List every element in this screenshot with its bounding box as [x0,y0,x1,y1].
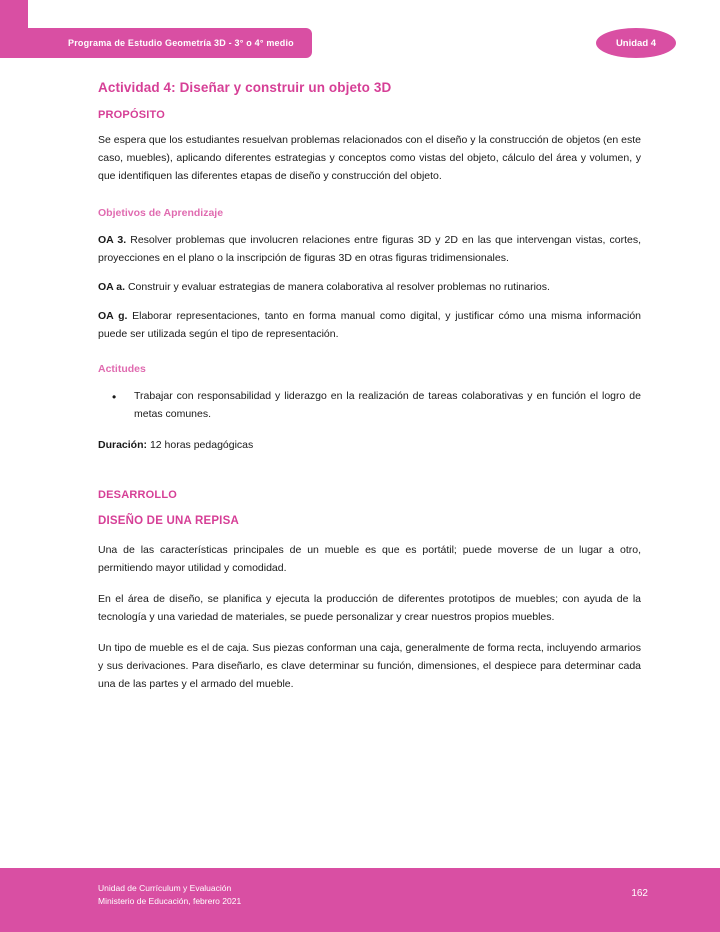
spacer [98,455,641,489]
purpose-text: Se espera que los estudiantes resuelvan problemas relacionados con el diseño y la construcción de objetos (en este caso, muebles), aplicando diferentes estrategias y conceptos como vistas del objeto, cálculo del área y volumen, y que identifiquen las diferentes etapas de diseño y construcción del objeto. [98,134,641,183]
spacer [98,354,641,363]
learning-objectives-heading: Objetivos de Aprendizaje [98,207,224,220]
development-heading: DESARROLLO [98,488,177,501]
page-header [0,28,720,66]
design-subheading: DISEÑO DE UNA REPISA [98,514,239,527]
unit-badge: Unidad 4 [596,28,676,58]
development-paragraph: En el área de diseño, se planifica y ejecuta la producción de diferentes prototipos de muebles; con ayuda de la tecnología y una variedad de materiales, se puede personalizar y crear nuestros propios muebles. [98,592,641,623]
attitudes-list [98,387,641,423]
page-left-band-inner [0,28,28,868]
duration-label: Duración: [98,439,148,452]
footer-line-1: Unidad de Currículum y Evaluación [98,883,232,893]
oa-code: OA g. [98,310,128,323]
page-number: 162 [631,888,648,899]
development-paragraph: Un tipo de mueble es el de caja. Sus piezas conforman una caja, generalmente de forma recta, incluyendo armarios y sus derivaciones. Para diseñarlo, es clave determinar su función, dimensiones, el despiece para determinar cada una de las partes y el armado del mueble. [98,641,641,690]
page-left-band [0,0,28,932]
page-content [98,80,641,706]
footer-line-2: Ministerio de Educación, febrero 2021 [98,895,242,906]
page-footer [0,868,720,932]
development-paragraph: Una de las características principales de un mueble es que es portátil; puede moverse de un lugar a otro, permitiendo mayor utilidad y comodidad. [98,543,641,574]
learning-objective-item [98,231,641,267]
learning-objective-item [98,307,641,343]
oa-text: Elaborar representaciones, tanto en forma manual como digital, y justificar cómo una misma información puede ser utilizada según el tipo de representación. [98,310,642,341]
spacer [98,198,641,207]
attitudes-heading: Actitudes [98,363,146,376]
purpose-heading: PROPÓSITO [98,109,165,121]
footer-institution [98,882,241,908]
duration-value: 12 horas pedagógicas [149,439,254,452]
oa-text: Construir y evaluar estrategias de manera colaborativa al resolver problemas no rutinarios. [127,281,550,294]
oa-code: OA a. [98,281,126,294]
learning-objective-item [98,278,641,296]
oa-code: OA 3. [98,234,127,247]
list-item: • Trabajar con responsabilidad y liderazgo en la realización de tareas colaborativas y en función el logro de metas comunes. [130,387,641,423]
page-title: Actividad 4: Diseñar y construir un objeto 3D [98,80,392,95]
oa-text: Resolver problemas que involucren relaciones entre figuras 3D y 2D en las que intervengan vistas, cortes, proyecciones en el plano o la inscripción de figuras 3D en otras figuras tridimensionales. [98,234,641,265]
duration-line [98,436,641,454]
program-title-tab: Programa de Estudio Geometría 3D - 3° o 4° medio [0,28,312,58]
